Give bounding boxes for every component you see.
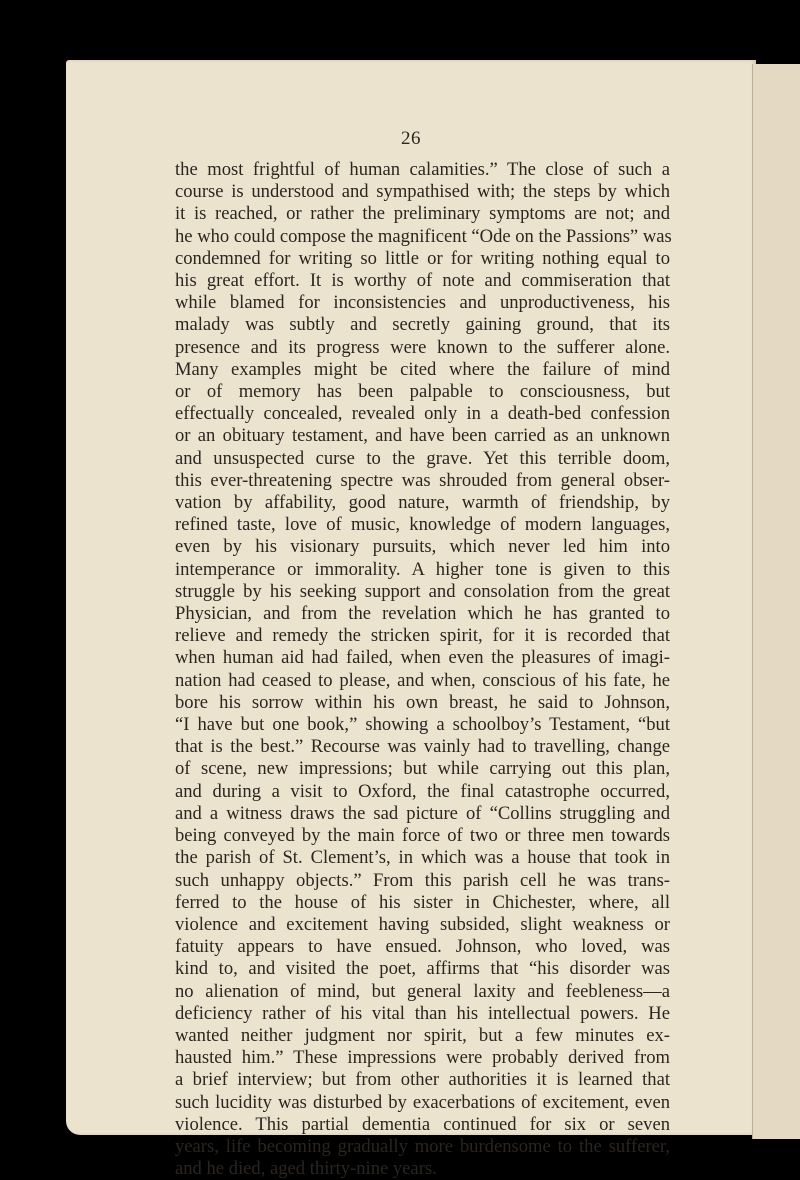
text-line: struggle by his seeking support and consolation from the great — [175, 580, 670, 602]
book-page — [66, 60, 756, 1180]
text-line: it is reached, or rather the preliminary symptoms are not; and — [175, 203, 670, 225]
text-line: and unsuspected curse to the grave. Yet this terrible doom, — [175, 447, 670, 469]
text-line: years, life becoming gradually more burdensome to the sufferer, — [175, 1135, 670, 1157]
text-line: presence and its progress were known to the sufferer alone. — [175, 336, 670, 358]
text-line: effectually concealed, revealed only in a death-bed confession — [175, 403, 670, 425]
text-line: such unhappy objects.” From this parish cell he was trans- — [175, 869, 670, 891]
text-line: intemperance or immorality. A higher tone is given to this — [175, 558, 670, 580]
text-line: bore his sorrow within his own breast, he said to Johnson, — [175, 691, 670, 713]
text-line: Many examples might be cited where the failure of mind — [175, 358, 670, 380]
text-line: while blamed for inconsistencies and unproductiveness, his — [175, 292, 670, 314]
text-line: condemned for writing so little or for writing nothing equal to — [175, 247, 670, 269]
text-line: or an obituary testament, and have been carried as an unknown — [175, 425, 670, 447]
text-line: nation had ceased to please, and when, conscious of his fate, he — [175, 669, 670, 691]
adjacent-page-edge — [752, 64, 800, 1139]
text-line: and a witness draws the sad picture of “Collins struggling and — [175, 802, 670, 824]
text-line: violence. This partial dementia continued for six or seven — [175, 1113, 670, 1135]
text-line: he who could compose the magnificent “Ode on the Passions” was — [175, 225, 672, 247]
body-text — [175, 159, 670, 1180]
text-line: violence and excitement having subsided, slight weakness or — [175, 913, 670, 935]
text-line: when human aid had failed, when even the pleasures of imagi- — [175, 647, 670, 669]
text-line: vation by affability, good nature, warmth of friendship, by — [175, 492, 670, 514]
text-line: deficiency rather of his vital than his intellectual powers. He — [175, 1002, 670, 1024]
text-line: even by his visionary pursuits, which never led him into — [175, 536, 670, 558]
text-line: that is the best.” Recourse was vainly had to travelling, change — [175, 736, 670, 758]
text-line: fatuity appears to have ensued. Johnson, who loved, was — [175, 936, 670, 958]
text-line: this ever-threatening spectre was shrouded from general obser- — [175, 469, 670, 491]
text-line: of scene, new impressions; but while carrying out this plan, — [175, 758, 670, 780]
text-line: and he died, aged thirty-nine years. — [175, 1158, 437, 1180]
text-line: and during a visit to Oxford, the final catastrophe occurred, — [175, 780, 670, 802]
text-line: hausted him.” These impressions were probably derived from — [175, 1047, 670, 1069]
text-line: refined taste, love of music, knowledge of modern languages, — [175, 514, 670, 536]
text-line: his great effort. It is worthy of note and commiseration that — [175, 270, 670, 292]
text-line: the most frightful of human calamities.” The close of such a — [175, 159, 670, 180]
text-line: such lucidity was disturbed by exacerbations of excitement, even — [175, 1091, 670, 1113]
text-line: wanted neither judgment nor spirit, but a few minutes ex- — [175, 1024, 670, 1046]
text-line: being conveyed by the main force of two or three men towards — [175, 825, 670, 847]
text-line: ferred to the house of his sister in Chichester, where, all — [175, 891, 670, 913]
text-line: Physician, and from the revelation which he has granted to — [175, 603, 670, 625]
text-line: kind to, and visited the poet, affirms that “his disorder was — [175, 958, 670, 980]
text-line: course is understood and sympathised with; the steps by which — [175, 181, 670, 203]
text-line: the parish of St. Clement’s, in which was a house that took in — [175, 847, 670, 869]
text-line: relieve and remedy the stricken spirit, for it is recorded that — [175, 625, 670, 647]
page-number: 26 — [401, 128, 421, 149]
text-line: malady was subtly and secretly gaining ground, that its — [175, 314, 670, 336]
text-line: “I have but one book,” showing a schoolboy’s Testament, “but — [175, 714, 670, 736]
text-line: or of memory has been palpable to consciousness, but — [175, 381, 670, 403]
text-line: a brief interview; but from other authorities it is learned that — [175, 1069, 670, 1091]
text-line: no alienation of mind, but general laxity and feebleness—a — [175, 980, 670, 1002]
